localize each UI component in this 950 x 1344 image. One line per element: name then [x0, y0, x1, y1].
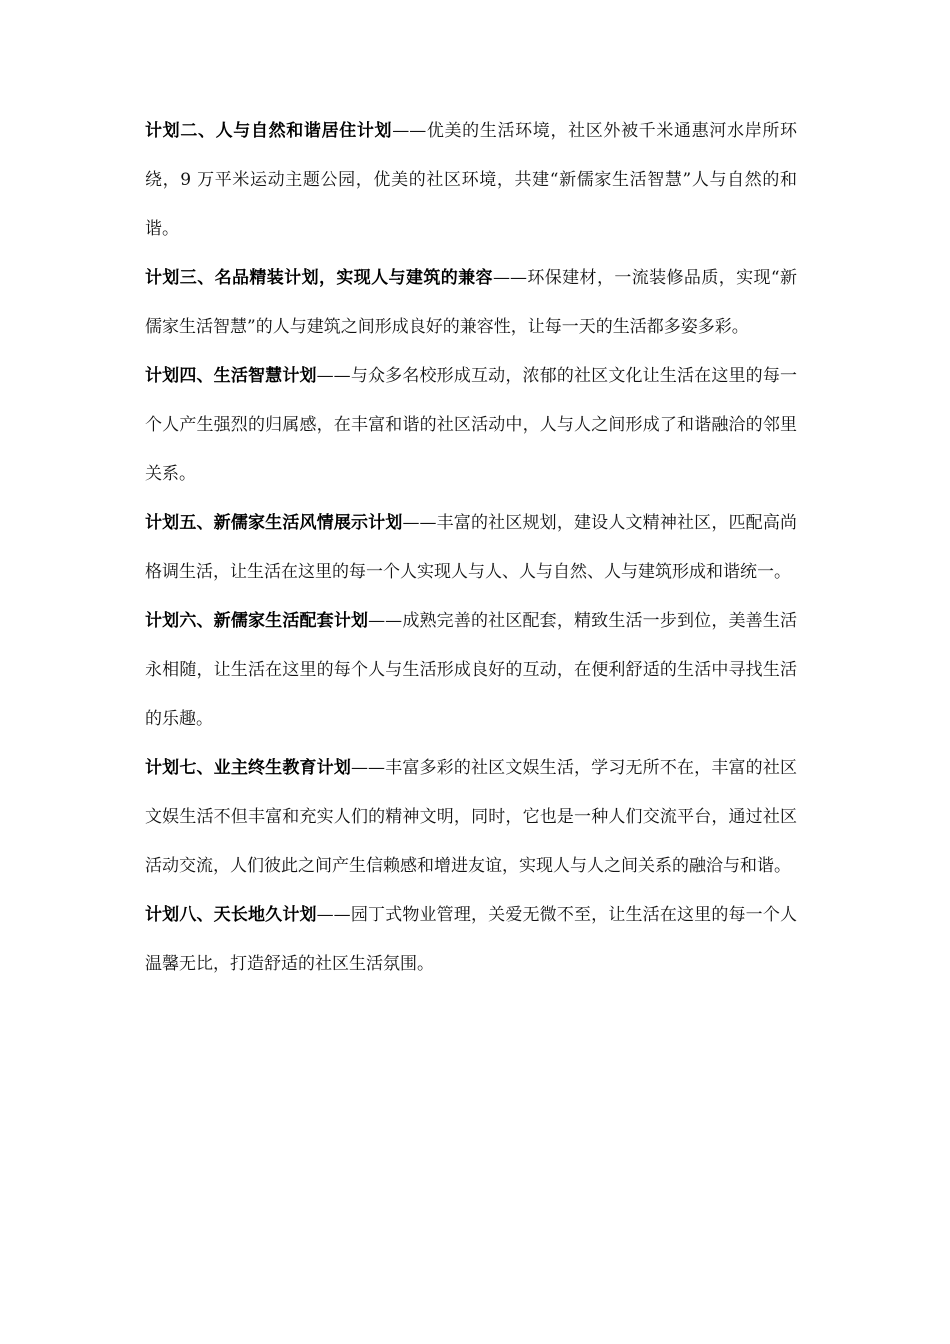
plan-6-text: ——成熟完善的社区配套，精致生活一步到位，美善生活永相随，让生活在这里的每个人与生活形成良好的互动，在便利舒适的生活中寻找生活的乐趣。	[145, 611, 798, 729]
plan-3-paragraph	[145, 254, 797, 352]
plan-7-text: ——丰富多彩的社区文娱生活，学习无所不在，丰富的社区文娱生活不但丰富和充实人们的精神文明，同时，它也是一种人们交流平台，通过社区活动交流，人们彼此之间产生信赖感和增进友谊，实现人与人之间关系的融洽与和谐。	[145, 758, 797, 876]
plan-5-paragraph	[145, 499, 797, 597]
plan-7-heading: 计划七、业主终生教育计划	[145, 758, 351, 778]
plan-4-heading: 计划四、生活智慧计划	[145, 366, 317, 386]
plan-7-paragraph	[145, 744, 797, 891]
plan-2-paragraph	[145, 107, 797, 254]
plan-6-paragraph	[145, 597, 797, 744]
document-body	[145, 107, 797, 989]
plan-6-heading: 计划六、新儒家生活配套计划	[145, 611, 369, 631]
plan-8-heading: 计划八、天长地久计划	[145, 905, 317, 925]
plan-2-heading: 计划二、人与自然和谐居住计划	[145, 121, 393, 141]
plan-3-text: ——环保建材，一流装修品质，实现“新儒家生活智慧”的人与建筑之间形成良好的兼容性，让每一天的生活都多姿多彩。	[145, 268, 797, 337]
plan-5-text: ——丰富的社区规划，建设人文精神社区，匹配高尚格调生活，让生活在这里的每一个人实现人与人、人与自然、人与建筑形成和谐统一。	[145, 513, 797, 582]
plan-2-text: ——优美的生活环境，社区外被千米通惠河水岸所环绕，9 万平米运动主题公园，优美的社区环境，共建“新儒家生活智慧”人与自然的和谐。	[145, 121, 798, 239]
plan-8-paragraph	[145, 891, 797, 989]
plan-4-paragraph	[145, 352, 797, 499]
plan-3-heading: 计划三、名品精装计划，实现人与建筑的兼容	[145, 268, 493, 288]
plan-8-text: ——园丁式物业管理，关爱无微不至，让生活在这里的每一个人温馨无比，打造舒适的社区生活氛围。	[145, 905, 798, 974]
plan-4-text: ——与众多名校形成互动，浓郁的社区文化让生活在这里的每一个人产生强烈的归属感，在丰富和谐的社区活动中，人与人之间形成了和谐融洽的邻里关系。	[145, 366, 798, 484]
plan-5-heading: 计划五、新儒家生活风情展示计划	[145, 513, 403, 533]
